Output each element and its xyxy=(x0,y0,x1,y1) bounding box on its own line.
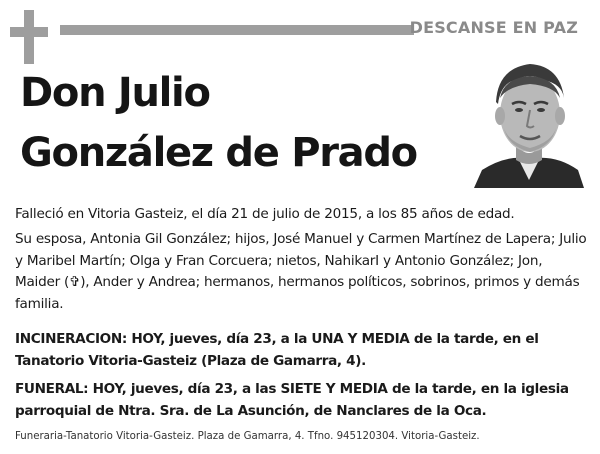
death-notice: Falleció en Vitoria Gasteiz, el día 21 de julio de 2015, a los 85 años de edad. xyxy=(15,206,515,222)
deceased-name-line1: Don Julio xyxy=(20,70,210,116)
family-members xyxy=(15,229,587,315)
rest-in-peace-label: DESCANSE EN PAZ xyxy=(409,18,578,37)
deceased-name-line2: González de Prado xyxy=(20,130,417,176)
header-rule xyxy=(60,25,414,35)
portrait-photo xyxy=(474,58,584,188)
deceased-cross-icon: ✞ xyxy=(69,274,81,290)
cremation-notice: INCINERACION: HOY, jueves, día 23, a la UNA Y MEDIA de la tarde, en el Tanatorio Vitoria-Gasteiz (Plaza de Gamarra, 4). xyxy=(15,331,539,369)
family-members-part1: Su esposa, Antonia Gil González; hijos, José Manuel y Carmen Martínez de Lapera; Julio y Maribel Martín; Olga y Fran Corcuera; nietos, NahikarI y Antonio González; Jon, Maider ( xyxy=(15,231,587,290)
funeral-home-footer: Funeraria-Tanatorio Vitoria-Gasteiz. Plaza de Gamarra, 4. Tfno. 945120304. Vitoria-Gasteiz. xyxy=(15,431,480,442)
latin-cross-icon xyxy=(10,10,48,64)
family-members-part2: ), Ander y Andrea; hermanos, hermanos políticos, sobrinos, primos y demás familia. xyxy=(15,274,580,312)
funeral-notice: FUNERAL: HOY, jueves, día 23, a las SIETE Y MEDIA de la tarde, en la iglesia parroquial de Ntra. Sra. de La Asunción, de Nanclares de la Oca. xyxy=(15,381,569,419)
